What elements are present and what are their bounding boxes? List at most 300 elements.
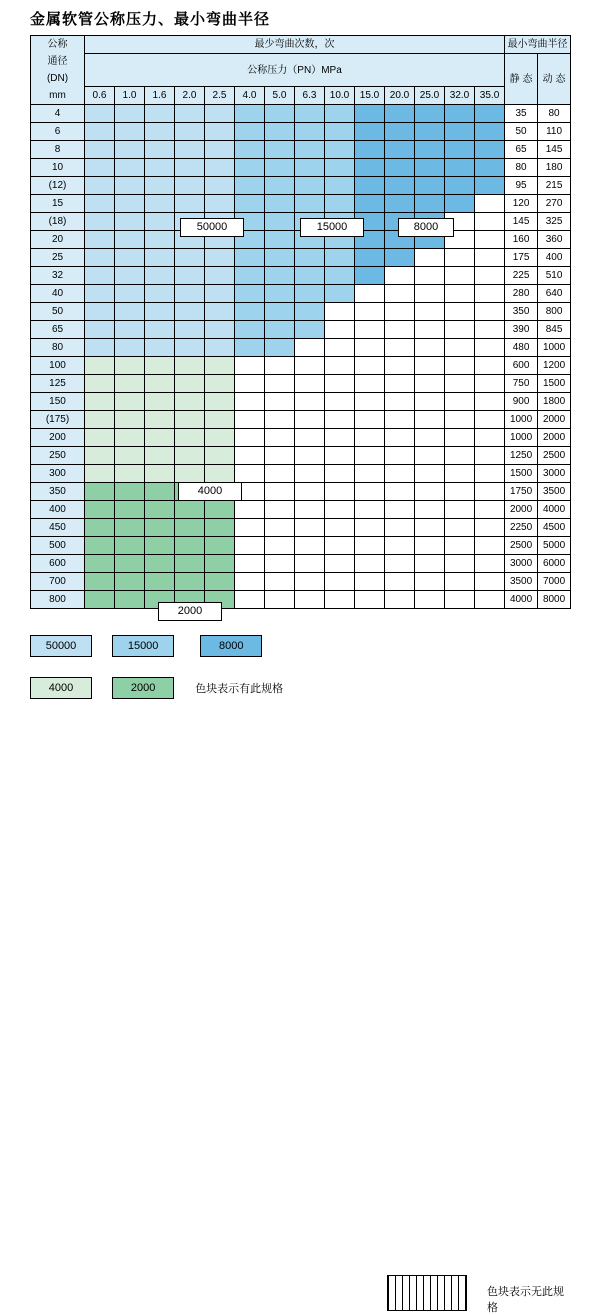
pressure-cell <box>385 339 415 357</box>
pressure-cell <box>115 501 145 519</box>
pressure-cell <box>85 465 115 483</box>
pressure-cell <box>115 555 145 573</box>
dn-value: 50 <box>31 303 85 321</box>
pressure-cell <box>115 231 145 249</box>
pressure-cell <box>295 393 325 411</box>
pressure-cell <box>325 591 355 609</box>
pressure-cell <box>325 375 355 393</box>
pressure-cell <box>475 573 505 591</box>
pressure-cell <box>385 447 415 465</box>
legend-swatch-2000: 2000 <box>112 677 174 699</box>
pressure-cell <box>145 249 175 267</box>
dn-value: 150 <box>31 393 85 411</box>
pressure-cell <box>355 105 385 123</box>
pressure-cell <box>205 411 235 429</box>
pressure-cell <box>205 321 235 339</box>
pressure-cell <box>265 375 295 393</box>
static-radius-value: 1500 <box>505 465 538 483</box>
pressure-cell <box>415 267 445 285</box>
dn-value: 4 <box>31 105 85 123</box>
pressure-cell <box>415 375 445 393</box>
pressure-cell <box>175 501 205 519</box>
static-radius-value: 2000 <box>505 501 538 519</box>
pressure-cell <box>385 249 415 267</box>
dn-value: 450 <box>31 519 85 537</box>
pressure-col-header: 6.3 <box>295 87 325 105</box>
pressure-cell <box>415 285 445 303</box>
callout-label: 50000 <box>180 218 244 237</box>
pressure-cell <box>265 267 295 285</box>
pressure-cell <box>85 123 115 141</box>
pressure-cell <box>115 195 145 213</box>
pressure-cell <box>235 303 265 321</box>
pressure-cell <box>295 429 325 447</box>
dn-value: 250 <box>31 447 85 465</box>
pressure-cell <box>235 375 265 393</box>
table-row <box>31 141 571 159</box>
pressure-col-header: 5.0 <box>265 87 295 105</box>
spec-table-container <box>30 35 570 617</box>
pressure-cell <box>85 447 115 465</box>
pressure-cell <box>475 483 505 501</box>
pressure-cell <box>265 213 295 231</box>
pressure-cell <box>355 537 385 555</box>
dn-value: 125 <box>31 375 85 393</box>
pressure-cell <box>205 285 235 303</box>
pressure-cell <box>205 123 235 141</box>
pressure-cell <box>265 141 295 159</box>
pressure-cell <box>385 159 415 177</box>
pressure-cell <box>175 429 205 447</box>
pressure-cell <box>205 249 235 267</box>
pressure-cell <box>205 105 235 123</box>
pressure-cell <box>295 303 325 321</box>
legend-swatch-8000: 8000 <box>200 635 262 657</box>
pressure-cell <box>115 375 145 393</box>
dynamic-radius-value: 4500 <box>538 519 571 537</box>
table-row <box>31 429 571 447</box>
pressure-cell <box>175 519 205 537</box>
pressure-cell <box>475 447 505 465</box>
pressure-cell <box>145 285 175 303</box>
pressure-cell <box>115 159 145 177</box>
table-row <box>31 375 571 393</box>
pressure-cell <box>265 195 295 213</box>
pressure-cell <box>355 465 385 483</box>
pressure-cell <box>145 267 175 285</box>
pressure-cell <box>265 357 295 375</box>
pressure-cell <box>145 573 175 591</box>
pressure-cell <box>475 123 505 141</box>
pressure-cell <box>385 393 415 411</box>
pressure-col-header: 20.0 <box>385 87 415 105</box>
header-row-2 <box>31 54 571 87</box>
dynamic-radius-value: 1200 <box>538 357 571 375</box>
pressure-cell <box>325 267 355 285</box>
pressure-cell <box>385 537 415 555</box>
pressure-cell <box>145 141 175 159</box>
pressure-cell <box>325 393 355 411</box>
pressure-col-header: 2.5 <box>205 87 235 105</box>
pressure-cell <box>325 177 355 195</box>
pressure-cell <box>115 483 145 501</box>
dynamic-radius-value: 145 <box>538 141 571 159</box>
dynamic-radius-value: 5000 <box>538 537 571 555</box>
pressure-cell <box>475 195 505 213</box>
pressure-cell <box>235 537 265 555</box>
pressure-cell <box>115 519 145 537</box>
dn-header-line-4: mm <box>49 90 66 101</box>
pressure-cell <box>415 321 445 339</box>
pressure-cell <box>325 195 355 213</box>
pressure-cell <box>475 429 505 447</box>
pressure-cell <box>415 393 445 411</box>
pressure-cell <box>175 321 205 339</box>
pressure-cell <box>295 447 325 465</box>
dn-value: 200 <box>31 429 85 447</box>
pressure-cell <box>355 483 385 501</box>
pressure-cell <box>355 159 385 177</box>
pressure-cell <box>295 177 325 195</box>
pressure-col-header: 1.0 <box>115 87 145 105</box>
dn-value: 100 <box>31 357 85 375</box>
pressure-cell <box>205 303 235 321</box>
pressure-cell <box>355 393 385 411</box>
dynamic-radius-value: 845 <box>538 321 571 339</box>
pressure-cell <box>385 303 415 321</box>
pressure-cell <box>235 357 265 375</box>
bend-times-header: 最少弯曲次数，次 <box>85 36 505 54</box>
pressure-cell <box>355 555 385 573</box>
static-radius-value: 4000 <box>505 591 538 609</box>
pressure-cell <box>85 249 115 267</box>
pressure-cell <box>385 519 415 537</box>
pressure-cell <box>145 159 175 177</box>
pressure-cell <box>415 105 445 123</box>
pressure-cell <box>355 141 385 159</box>
pressure-cell <box>475 519 505 537</box>
pressure-cell <box>205 501 235 519</box>
dynamic-radius-value: 1500 <box>538 375 571 393</box>
pressure-cell <box>85 357 115 375</box>
pressure-header: 公称压力（PN）MPa <box>85 54 505 87</box>
static-radius-value: 1000 <box>505 411 538 429</box>
pressure-cell <box>175 267 205 285</box>
pressure-cell <box>295 555 325 573</box>
page-title: 金属软管公称压力、最小弯曲半径 <box>30 10 271 28</box>
pressure-cell <box>145 429 175 447</box>
pressure-cell <box>295 267 325 285</box>
pressure-cell <box>115 105 145 123</box>
pressure-cell <box>445 573 475 591</box>
pressure-cell <box>145 555 175 573</box>
pressure-cell <box>475 285 505 303</box>
pressure-cell <box>115 267 145 285</box>
pressure-cell <box>325 411 355 429</box>
pressure-cell <box>85 339 115 357</box>
pressure-cell <box>295 339 325 357</box>
pressure-cell <box>445 591 475 609</box>
table-row <box>31 555 571 573</box>
pressure-cell <box>145 465 175 483</box>
callout-label: 15000 <box>300 218 364 237</box>
pressure-cell <box>475 159 505 177</box>
pressure-cell <box>355 249 385 267</box>
pressure-cell <box>115 573 145 591</box>
pressure-cell <box>355 267 385 285</box>
pressure-cell <box>115 213 145 231</box>
pressure-cell <box>385 105 415 123</box>
table-row <box>31 465 571 483</box>
pressure-cell <box>415 555 445 573</box>
pressure-cell <box>445 195 475 213</box>
pressure-cell <box>295 195 325 213</box>
pressure-cell <box>175 141 205 159</box>
pressure-cell <box>385 141 415 159</box>
callout-label: 4000 <box>178 482 242 501</box>
static-radius-value: 3000 <box>505 555 538 573</box>
pressure-cell <box>145 357 175 375</box>
pressure-cell <box>85 393 115 411</box>
dn-header-line-3: (DN) <box>46 73 69 84</box>
pressure-cell <box>205 195 235 213</box>
pressure-cell <box>385 465 415 483</box>
pressure-cell <box>385 591 415 609</box>
pressure-cell <box>445 555 475 573</box>
pressure-cell <box>325 141 355 159</box>
static-radius-value: 95 <box>505 177 538 195</box>
static-radius-value: 390 <box>505 321 538 339</box>
pressure-cell <box>325 555 355 573</box>
pressure-cell <box>265 123 295 141</box>
pressure-cell <box>475 591 505 609</box>
dn-value: 25 <box>31 249 85 267</box>
pressure-cell <box>115 321 145 339</box>
pressure-cell <box>85 483 115 501</box>
static-radius-value: 280 <box>505 285 538 303</box>
static-radius-value: 65 <box>505 141 538 159</box>
table-row <box>31 357 571 375</box>
table-row <box>31 339 571 357</box>
pressure-cell <box>115 249 145 267</box>
pressure-cell <box>325 465 355 483</box>
table-row <box>31 177 571 195</box>
pressure-cell <box>175 105 205 123</box>
dn-header-line-1: 公称 <box>47 39 68 50</box>
pressure-cell <box>235 519 265 537</box>
dynamic-header: 动 态 <box>538 54 571 105</box>
pressure-cell <box>235 501 265 519</box>
dynamic-radius-value: 270 <box>538 195 571 213</box>
pressure-cell <box>385 501 415 519</box>
pressure-cell <box>295 591 325 609</box>
pressure-cell <box>445 267 475 285</box>
pressure-cell <box>115 393 145 411</box>
pressure-col-header: 35.0 <box>475 87 505 105</box>
pressure-cell <box>355 285 385 303</box>
pressure-cell <box>325 123 355 141</box>
legend-swatch-4000: 4000 <box>30 677 92 699</box>
pressure-cell <box>175 537 205 555</box>
pressure-cell <box>265 303 295 321</box>
dn-value: 500 <box>31 537 85 555</box>
pressure-cell <box>325 573 355 591</box>
pressure-cell <box>85 177 115 195</box>
table-head <box>31 36 571 105</box>
table-row <box>31 501 571 519</box>
pressure-cell <box>85 537 115 555</box>
pressure-cell <box>235 105 265 123</box>
pressure-cell <box>475 501 505 519</box>
pressure-cell <box>175 393 205 411</box>
pressure-cell <box>325 321 355 339</box>
pressure-cell <box>295 411 325 429</box>
callout-label: 8000 <box>398 218 454 237</box>
pressure-cell <box>175 285 205 303</box>
pressure-col-header: 10.0 <box>325 87 355 105</box>
pressure-cell <box>445 141 475 159</box>
static-radius-value: 1250 <box>505 447 538 465</box>
pressure-cell <box>415 537 445 555</box>
dn-value: 20 <box>31 231 85 249</box>
static-radius-value: 3500 <box>505 573 538 591</box>
pressure-cell <box>235 249 265 267</box>
dynamic-radius-value: 3000 <box>538 465 571 483</box>
table-row <box>31 159 571 177</box>
pressure-cell <box>385 483 415 501</box>
pressure-cell <box>265 591 295 609</box>
dynamic-radius-value: 325 <box>538 213 571 231</box>
static-radius-value: 1000 <box>505 429 538 447</box>
pressure-cell <box>295 105 325 123</box>
pressure-cell <box>145 519 175 537</box>
pressure-cell <box>325 537 355 555</box>
pressure-cell <box>415 159 445 177</box>
pressure-cell <box>235 321 265 339</box>
pressure-cell <box>355 501 385 519</box>
pressure-cell <box>475 537 505 555</box>
pressure-cell <box>235 285 265 303</box>
pressure-cell <box>295 573 325 591</box>
dynamic-radius-value: 6000 <box>538 555 571 573</box>
dynamic-radius-value: 400 <box>538 249 571 267</box>
pressure-cell <box>85 429 115 447</box>
min-radius-header: 最小弯曲半径 <box>505 36 571 54</box>
pressure-cell <box>295 285 325 303</box>
dynamic-radius-value: 180 <box>538 159 571 177</box>
pressure-cell <box>355 123 385 141</box>
header-row-1 <box>31 36 571 54</box>
dynamic-radius-value: 8000 <box>538 591 571 609</box>
static-radius-value: 175 <box>505 249 538 267</box>
pressure-cell <box>145 177 175 195</box>
pressure-cell <box>355 321 385 339</box>
pressure-cell <box>175 303 205 321</box>
pressure-cell <box>205 573 235 591</box>
pressure-col-header: 15.0 <box>355 87 385 105</box>
pressure-cell <box>415 141 445 159</box>
pressure-cell <box>115 411 145 429</box>
table-row <box>31 321 571 339</box>
pressure-cell <box>175 465 205 483</box>
pressure-cell <box>445 501 475 519</box>
pressure-cell <box>235 159 265 177</box>
pressure-cell <box>355 195 385 213</box>
static-radius-value: 145 <box>505 213 538 231</box>
pressure-cell <box>475 177 505 195</box>
dn-value: 8 <box>31 141 85 159</box>
pressure-cell <box>85 591 115 609</box>
pressure-cell <box>445 303 475 321</box>
pressure-cell <box>295 321 325 339</box>
pressure-cell <box>145 375 175 393</box>
pressure-cell <box>385 429 415 447</box>
dn-value: 350 <box>31 483 85 501</box>
has-spec-label: 色块表示有此规格 <box>195 683 284 695</box>
pressure-cell <box>85 285 115 303</box>
pressure-cell <box>205 447 235 465</box>
pressure-cell <box>475 231 505 249</box>
pressure-cell <box>205 429 235 447</box>
pressure-col-header: 32.0 <box>445 87 475 105</box>
pressure-cell <box>85 267 115 285</box>
pressure-cell <box>355 177 385 195</box>
pressure-cell <box>295 123 325 141</box>
pressure-cell <box>295 159 325 177</box>
pressure-cell <box>355 375 385 393</box>
pressure-cell <box>235 591 265 609</box>
pressure-cell <box>415 195 445 213</box>
pressure-cell <box>205 177 235 195</box>
pressure-cell <box>385 357 415 375</box>
pressure-cell <box>205 267 235 285</box>
table-row <box>31 267 571 285</box>
static-radius-value: 120 <box>505 195 538 213</box>
pressure-cell <box>265 555 295 573</box>
pressure-cell <box>85 195 115 213</box>
pressure-cell <box>295 249 325 267</box>
pressure-cell <box>475 141 505 159</box>
pressure-cell <box>385 375 415 393</box>
pressure-cell <box>295 357 325 375</box>
dn-value: 700 <box>31 573 85 591</box>
pressure-cell <box>145 123 175 141</box>
pressure-cell <box>265 501 295 519</box>
pressure-col-header: 4.0 <box>235 87 265 105</box>
pressure-cell <box>325 105 355 123</box>
pressure-cell <box>445 375 475 393</box>
pressure-cell <box>385 321 415 339</box>
pressure-cell <box>475 105 505 123</box>
pressure-cell <box>85 303 115 321</box>
pressure-cell <box>115 339 145 357</box>
pressure-cell <box>85 573 115 591</box>
pressure-cell <box>265 177 295 195</box>
pressure-cell <box>475 213 505 231</box>
pressure-cell <box>475 357 505 375</box>
pressure-cell <box>145 447 175 465</box>
table-row <box>31 519 571 537</box>
table-row <box>31 483 571 501</box>
pressure-cell <box>295 537 325 555</box>
pressure-cell <box>385 123 415 141</box>
pressure-cell <box>415 573 445 591</box>
table-row <box>31 411 571 429</box>
pressure-cell <box>115 285 145 303</box>
pressure-cell <box>235 465 265 483</box>
table-row <box>31 537 571 555</box>
pressure-cell <box>445 411 475 429</box>
